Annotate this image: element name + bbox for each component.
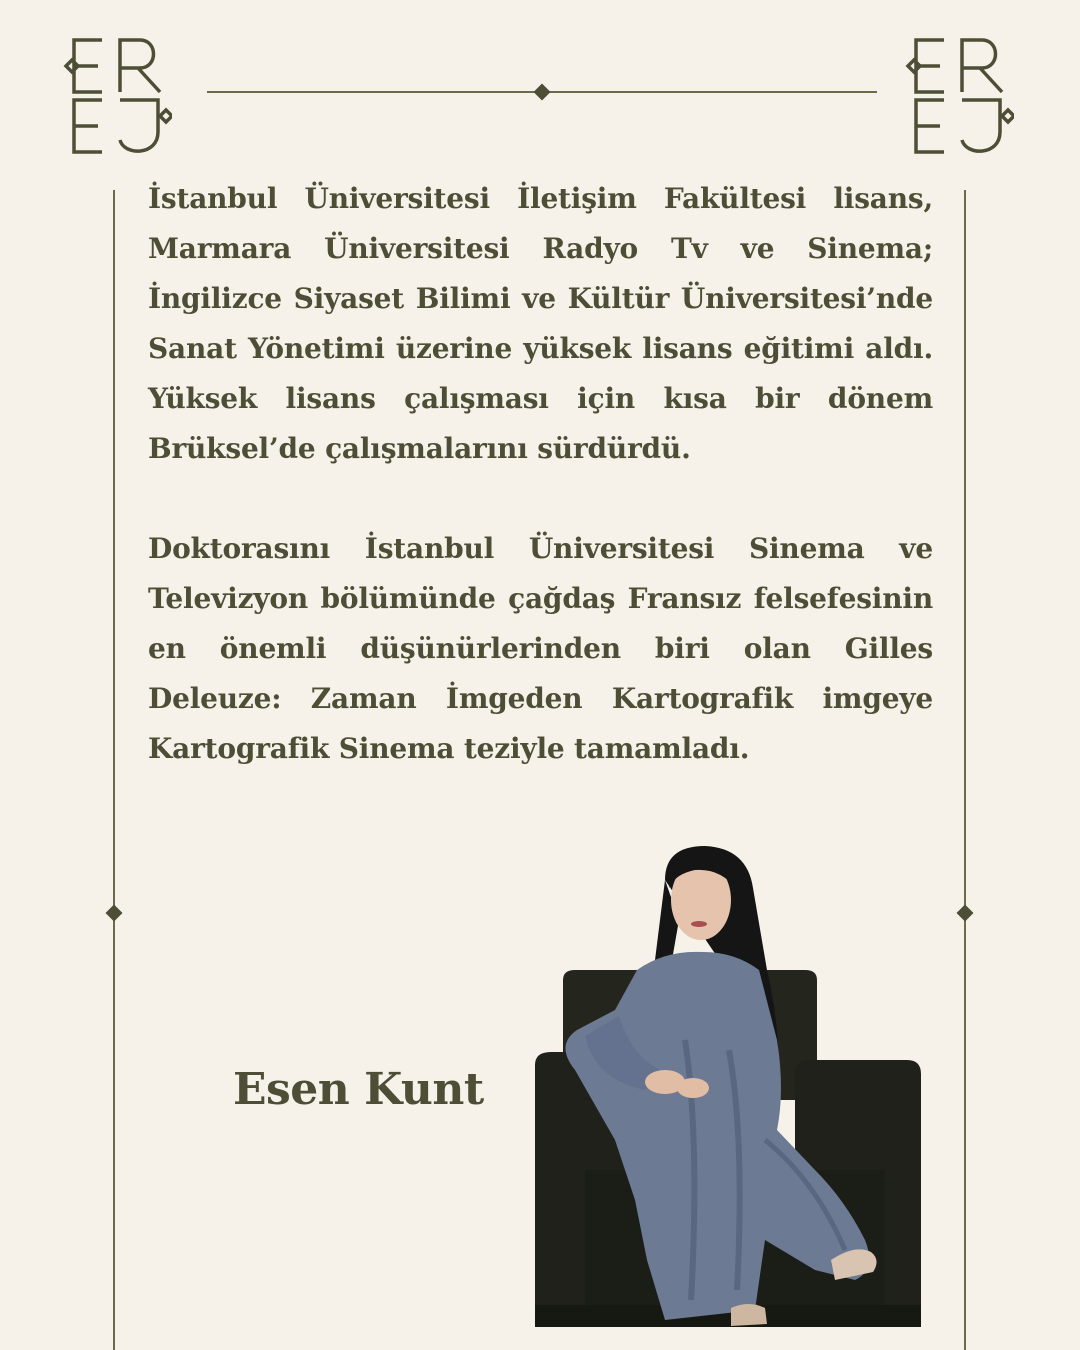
right-frame-line bbox=[964, 190, 966, 1350]
diamond-ornament-icon bbox=[106, 905, 123, 922]
diamond-ornament-icon bbox=[957, 905, 974, 922]
er-ej-monogram-icon bbox=[62, 36, 172, 156]
diamond-ornament-icon bbox=[534, 84, 551, 101]
bio-paragraph-education: İstanbul Üniversitesi İletişim Fakültesi lisans, Marmara Üniversitesi Radyo Tv ve Sinema; İngilizce Siyaset Bilimi ve Kültür Üniversitesi’nde Sanat Yönetimi üzerine yüksek lisans eğitimi aldı. Yüksek lisans çalışması için kısa bir dönem Brüksel’de çalışmalarını sürdürdü. bbox=[148, 182, 933, 465]
portrait-photo bbox=[515, 840, 935, 1340]
left-frame-line bbox=[113, 190, 115, 1350]
person-name: Esen Kunt bbox=[233, 1064, 484, 1115]
bio-paragraph-doctorate: Doktorasını İstanbul Üniversitesi Sinema ve Televizyon bölümünde çağdaş Fransız felsefesinin en önemli düşünürlerinden biri olan Gilles Deleuze: Zaman İmgeden Kartografik imgeye Kartografik Sinema teziyle tamamladı. bbox=[148, 532, 933, 765]
er-ej-monogram-icon bbox=[904, 36, 1014, 156]
